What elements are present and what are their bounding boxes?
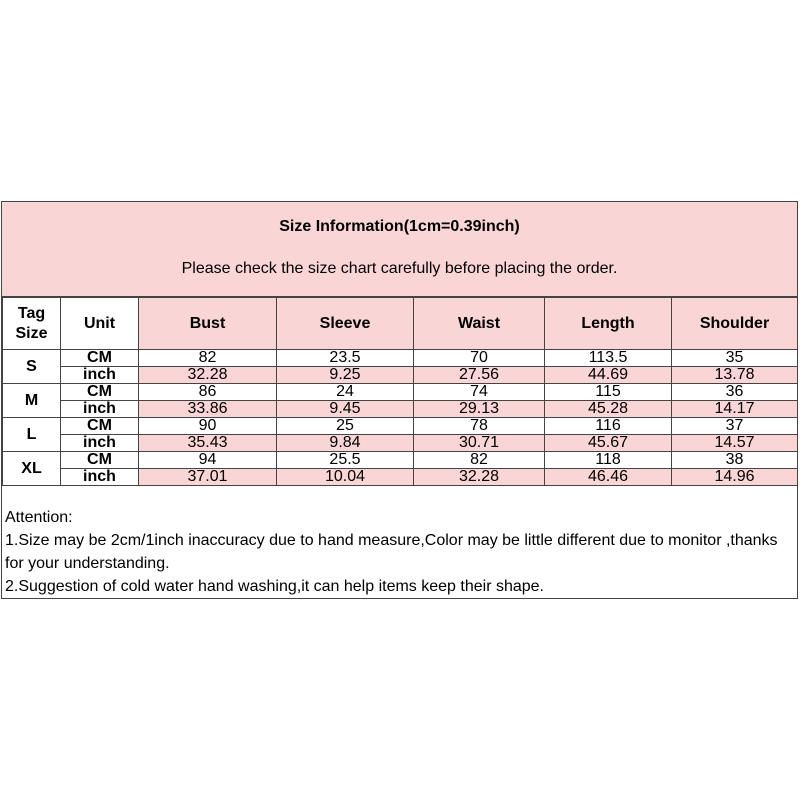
cell-value: 35.43 xyxy=(139,435,277,452)
cell-value: 35 xyxy=(672,350,798,367)
size-chart xyxy=(1,201,798,599)
cell-value: 113.5 xyxy=(545,350,672,367)
cell-value: 30.71 xyxy=(414,435,545,452)
table-row xyxy=(3,469,798,486)
cell-value: 14.96 xyxy=(672,469,798,486)
header-size-label: Size xyxy=(15,324,48,342)
size-label-xl: XL xyxy=(3,452,61,486)
table-row xyxy=(3,401,798,418)
header-unit: Unit xyxy=(61,298,139,350)
cell-value: 29.13 xyxy=(414,401,545,418)
table-row xyxy=(3,367,798,384)
header-sleeve: Sleeve xyxy=(277,298,414,350)
cell-value: 46.46 xyxy=(545,469,672,486)
unit-cm: CM xyxy=(61,384,139,401)
table-row xyxy=(3,418,798,435)
cell-value: 37.01 xyxy=(139,469,277,486)
cell-value: 70 xyxy=(414,350,545,367)
table-row xyxy=(3,350,798,367)
cell-value: 86 xyxy=(139,384,277,401)
header-tag-size xyxy=(3,298,61,350)
table-row xyxy=(3,452,798,469)
header-tag-label: Tag xyxy=(17,304,46,322)
cell-value: 115 xyxy=(545,384,672,401)
cell-value: 45.28 xyxy=(545,401,672,418)
cell-value: 14.17 xyxy=(672,401,798,418)
cell-value: 32.28 xyxy=(139,367,277,384)
cell-value: 13.78 xyxy=(672,367,798,384)
header-waist: Waist xyxy=(414,298,545,350)
cell-value: 10.04 xyxy=(277,469,414,486)
cell-value: 36 xyxy=(672,384,798,401)
cell-value: 82 xyxy=(414,452,545,469)
size-table xyxy=(2,297,798,486)
cell-value: 33.86 xyxy=(139,401,277,418)
cell-value: 25.5 xyxy=(277,452,414,469)
cell-value: 118 xyxy=(545,452,672,469)
header-bust: Bust xyxy=(139,298,277,350)
size-chart-header xyxy=(2,202,797,297)
unit-inch: inch xyxy=(61,401,139,418)
size-label-s: S xyxy=(3,350,61,384)
table-row xyxy=(3,435,798,452)
cell-value: 82 xyxy=(139,350,277,367)
cell-value: 44.69 xyxy=(545,367,672,384)
unit-cm: CM xyxy=(61,350,139,367)
table-row xyxy=(3,384,798,401)
unit-inch: inch xyxy=(61,435,139,452)
header-length: Length xyxy=(545,298,672,350)
cell-value: 116 xyxy=(545,418,672,435)
cell-value: 14.57 xyxy=(672,435,798,452)
unit-cm: CM xyxy=(61,418,139,435)
chart-subtitle: Please check the size chart carefully before placing the order. xyxy=(181,260,618,277)
cell-value: 23.5 xyxy=(277,350,414,367)
size-label-l: L xyxy=(3,418,61,452)
cell-value: 9.84 xyxy=(277,435,414,452)
cell-value: 9.25 xyxy=(277,367,414,384)
cell-value: 9.45 xyxy=(277,401,414,418)
cell-value: 27.56 xyxy=(414,367,545,384)
cell-value: 38 xyxy=(672,452,798,469)
attention-line-1: 1.Size may be 2cm/1inch inaccuracy due to hand measure,Color may be little different due to monitor ,thanks for your understanding. xyxy=(5,532,778,572)
unit-inch: inch xyxy=(61,367,139,384)
attention-heading: Attention: xyxy=(5,509,73,526)
unit-inch: inch xyxy=(61,469,139,486)
attention-notes xyxy=(5,506,795,598)
cell-value: 94 xyxy=(139,452,277,469)
cell-value: 78 xyxy=(414,418,545,435)
cell-value: 37 xyxy=(672,418,798,435)
cell-value: 74 xyxy=(414,384,545,401)
cell-value: 90 xyxy=(139,418,277,435)
size-label-m: M xyxy=(3,384,61,418)
cell-value: 32.28 xyxy=(414,469,545,486)
cell-value: 24 xyxy=(277,384,414,401)
chart-title: Size Information(1cm=0.39inch) xyxy=(279,218,520,235)
attention-line-2: 2.Suggestion of cold water hand washing,it can help items keep their shape. xyxy=(5,578,544,595)
cell-value: 45.67 xyxy=(545,435,672,452)
cell-value: 25 xyxy=(277,418,414,435)
header-shoulder: Shoulder xyxy=(672,298,798,350)
unit-cm: CM xyxy=(61,452,139,469)
table-header-row xyxy=(3,298,798,350)
